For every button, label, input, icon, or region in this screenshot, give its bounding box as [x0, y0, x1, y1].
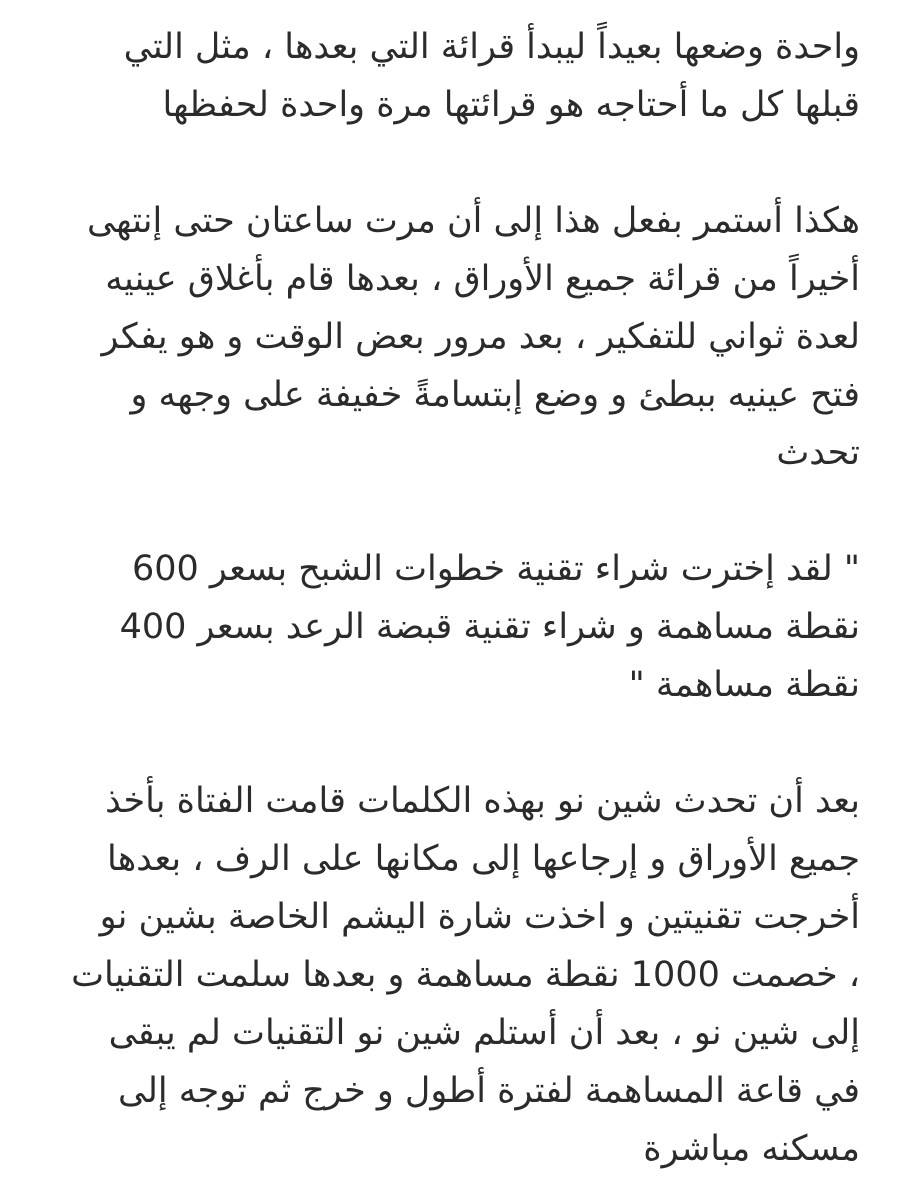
text-line: نقطة مساهمة " [628, 665, 860, 705]
paragraph [40, 192, 860, 482]
text-line: " لقد إخترت شراء تقنية خطوات الشبح بسعر 600 [131, 549, 860, 589]
text-line: تحدث [776, 433, 860, 473]
text-line: فتح عينيه ببطئ و وضع إبتسامةً خفيفة على وجهه و [130, 375, 860, 415]
text-line: أخرجت تقنيتين و اخذت شارة اليشم الخاصة بشين نو [99, 897, 860, 937]
text-line: ، خصمت 1000 نقطة مساهمة و بعدها سلمت التقنيات [71, 955, 860, 995]
paragraph [40, 540, 860, 714]
text-line: واحدة وضعها بعيداً ليبدأ قرائة التي بعدها ، مثل التي [123, 27, 860, 67]
text-line: هكذا أستمر بفعل هذا إلى أن مرت ساعتان حتى إنتهى [86, 201, 860, 241]
text-line: بعد أن تحدث شين نو بهذه الكلمات قامت الفتاة بأخذ [105, 781, 860, 821]
reading-page [40, 18, 860, 1178]
text-line: لعدة ثواني للتفكير ، بعد مرور بعض الوقت و هو يفكر [101, 317, 860, 357]
text-line: جميع الأوراق و إرجاعها إلى مكانها على الرف ، بعدها [107, 839, 860, 879]
text-line: قبلها كل ما أحتاجه هو قرائتها مرة واحدة لحفظها [162, 85, 860, 125]
text-line: نقطة مساهمة و شراء تقنية قبضة الرعد بسعر 400 [119, 607, 860, 647]
paragraph [40, 18, 860, 134]
text-line: في قاعة المساهمة لفترة أطول و خرج ثم توجه إلى [118, 1071, 860, 1111]
text-line: إلى شين نو ، بعد أن أستلم شين نو التقنيات لم يبقى [108, 1013, 860, 1053]
text-line: مسكنه مباشرة [643, 1129, 860, 1169]
paragraph [40, 772, 860, 1178]
text-line: أخيراً من قرائة جميع الأوراق ، بعدها قام بأغلاق عينيه [105, 259, 860, 299]
